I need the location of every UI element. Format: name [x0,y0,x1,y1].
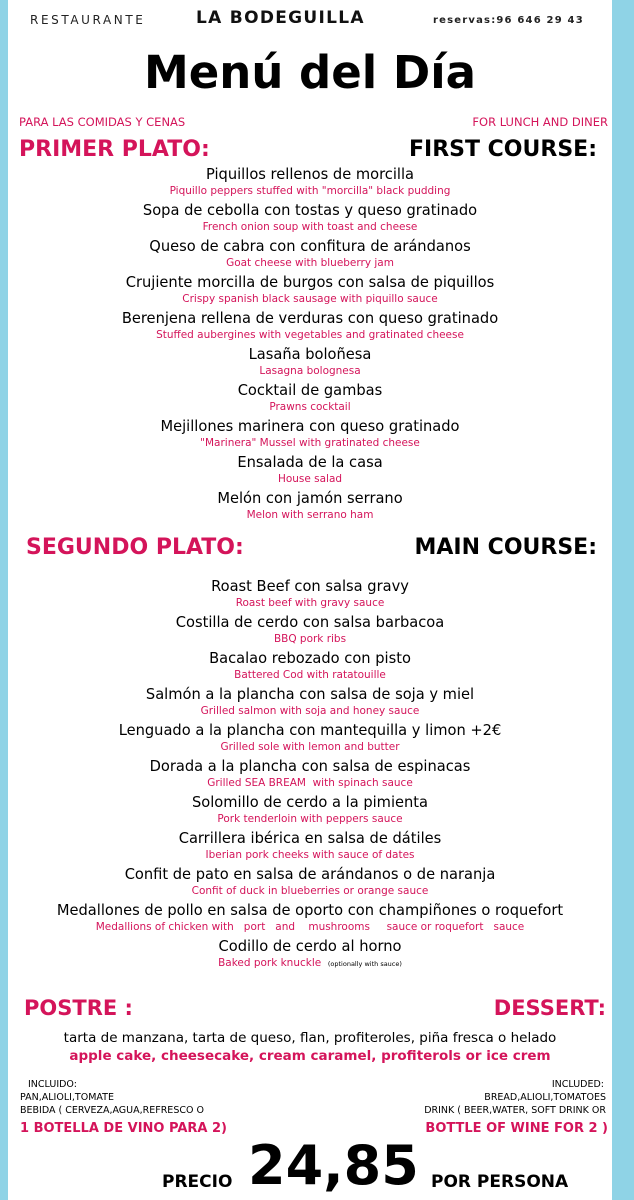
dish-description-text: BBQ pork ribs [273,633,347,645]
dish-description-text: Iberian pork cheeks with sauce of dates [205,849,415,861]
dish-description-text: Grilled SEA BREAM with spinach sauce [207,777,413,789]
dish-description [8,472,612,489]
first-course-heading-en: FIRST COURSE: [409,137,597,162]
dish-description [8,400,612,417]
included-title-en: INCLUDED: [551,1079,604,1090]
dish-description [8,920,612,937]
dish-name: Dorada a la plancha con salsa de espinacas [149,758,471,775]
dish-description-text: Battered Cod with ratatouille [234,669,386,681]
restaurant-label: RESTAURANTE [30,13,146,27]
menu-item [8,417,612,453]
dish-description [8,632,612,649]
dessert-items-en: apple cake, cheesecake, cream caramel, profiterols or ice crem [69,1048,551,1064]
menu-item [8,165,612,201]
dish-description-text: French onion soup with toast and cheese [202,221,418,233]
dish-description-text: Pork tenderloin with peppers sauce [217,813,403,825]
first-course-list [8,165,612,525]
dish-description [8,848,612,865]
dish-description-text: Medallions of chicken with port and mushrooms sauce or roquefort sauce [95,921,525,933]
dish-name: Melón con jamón serrano [217,490,403,507]
dish-description [8,436,612,453]
menu-title: Menú del Día [143,46,476,99]
menu-item [8,721,612,757]
dish-description-text: Prawns cocktail [269,401,351,413]
per-person-label: POR PERSONA [431,1172,569,1192]
dish-note: (optionally with sauce) [327,960,402,968]
dish-name: Lenguado a la plancha con mantequilla y limon +2€ [118,722,502,739]
dish-description [8,776,612,793]
dish-name: Berenjena rellena de verduras con queso gratinado [121,310,499,327]
dish-description [8,668,612,685]
menu-item [8,309,612,345]
price-value: 24,85 [248,1134,419,1197]
dessert-heading-es: POSTRE : [24,996,133,1020]
main-course-heading-es: SEGUNDO PLATO: [26,535,244,560]
included-line1-es: PAN,ALIOLI,TOMATE [20,1092,114,1103]
dish-description [8,508,612,525]
dish-name: Confit de pato en salsa de arándanos o de naranja [124,866,496,883]
dish-name: Carrillera ibérica en salsa de dátiles [178,830,442,847]
included-line2-es: BEBIDA ( CERVEZA,AGUA,REFRESCO O [20,1105,204,1116]
dish-name: Medallones de pollo en salsa de oporto con champiñones o roquefort [56,902,564,919]
dish-name: Costilla de cerdo con salsa barbacoa [175,614,445,631]
dish-description-text: Grilled salmon with soja and honey sauce [200,705,420,717]
dish-name: Crujiente morcilla de burgos con salsa de piquillos [125,274,495,291]
dish-description-text: Melon with serrano ham [246,509,374,521]
dish-name: Piquillos rellenos de morcilla [205,166,415,183]
dish-description-text: Crispy spanish black sausage with piquillo sauce [182,293,438,305]
dish-description-text: Baked pork knuckle [218,957,322,969]
included-wine-es: 1 BOTELLA DE VINO PARA 2) [20,1121,227,1136]
dish-description [8,740,612,757]
dish-description-text: Goat cheese with blueberry jam [226,257,394,269]
dish-description [8,884,612,901]
included-wine-en: BOTTLE OF WINE FOR 2 ) [425,1121,608,1136]
dish-description-text: Stuffed aubergines with vegetables and gratinated cheese [156,329,464,341]
dish-description-text: Grilled sole with lemon and butter [220,741,400,753]
dish-name: Salmón a la plancha con salsa de soja y miel [145,686,475,703]
dish-name: Roast Beef con salsa gravy [211,578,409,595]
dish-name: Queso de cabra con confitura de arándanos [149,238,471,255]
restaurant-name: LA BODEGUILLA [196,8,365,28]
dish-description [8,256,612,273]
dish-description [8,596,612,613]
menu-item [8,829,612,865]
dish-description-text: Roast beef with gravy sauce [235,597,385,609]
dish-description [8,704,612,721]
dish-name: Ensalada de la casa [237,454,383,471]
menu-item [8,345,612,381]
menu-item [8,685,612,721]
dish-description [8,328,612,345]
dish-name: Sopa de cebolla con tostas y queso gratinado [142,202,478,219]
menu-item [8,577,612,613]
first-course-heading-es: PRIMER PLATO: [19,137,210,162]
dish-name: Solomillo de cerdo a la pimienta [191,794,429,811]
dish-description-text: Piquillo peppers stuffed with "morcilla" black pudding [169,185,451,197]
menu-item [8,273,612,309]
menu-item [8,649,612,685]
dessert-heading-en: DESSERT: [493,996,606,1020]
menu-item [8,201,612,237]
menu-page [8,0,612,1200]
dish-name: Lasaña boloñesa [248,346,372,363]
included-title-es: INCLUIDO: [28,1079,77,1090]
dish-description [8,292,612,309]
menu-item [8,757,612,793]
menu-item [8,489,612,525]
dish-description [8,220,612,237]
dish-name: Bacalao rebozado con pisto [209,650,411,667]
menu-item [8,453,612,489]
reservations-phone: reservas:96 646 29 43 [433,15,584,26]
menu-item [8,237,612,273]
included-line2-en: DRINK ( BEER,WATER, SOFT DRINK OR [424,1105,606,1116]
dish-name: Mejillones marinera con queso gratinado [160,418,460,435]
price-label: PRECIO [162,1172,233,1192]
menu-item [8,901,612,937]
menu-item [8,381,612,417]
dish-description-text: House salad [277,473,343,485]
subtitle-en: FOR LUNCH AND DINER [472,115,608,129]
dessert-items-es: tarta de manzana, tarta de queso, flan, profiteroles, piña fresca o helado [63,1030,557,1046]
menu-item [8,793,612,829]
dish-description [8,812,612,829]
dish-name: Codillo de cerdo al horno [218,938,402,955]
subtitle-es: PARA LAS COMIDAS Y CENAS [19,115,186,129]
included-line1-en: BREAD,ALIOLI,TOMATOES [484,1092,606,1103]
menu-item [8,613,612,649]
main-course-heading-en: MAIN COURSE: [414,535,597,560]
menu-item [8,865,612,901]
dish-description-text: "Marinera" Mussel with gratinated cheese [200,437,420,449]
dish-description-text: Confit of duck in blueberries or orange sauce [191,885,429,897]
dish-description [8,184,612,201]
dish-name: Cocktail de gambas [237,382,383,399]
menu-item [8,937,612,973]
dish-description [8,956,612,973]
main-course-list [8,577,612,973]
dish-description-text: Lasagna bolognesa [259,365,361,377]
dish-description [8,364,612,381]
